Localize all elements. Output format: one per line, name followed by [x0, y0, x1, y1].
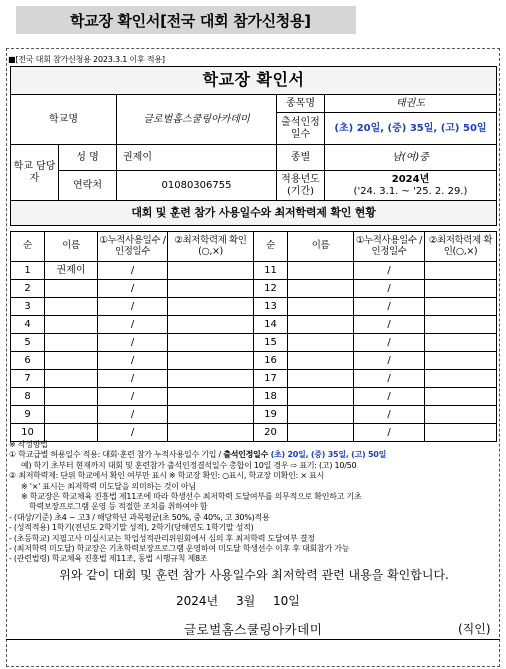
note-1-example: 예) 학기 초부터 현재까지 대회 및 훈련참가 출석인정결석일수 총합이 10일 경우 ⇨ 표기: (고) 10/50: [21, 460, 357, 470]
cell-days: /: [354, 424, 425, 442]
table-row: [11, 262, 497, 280]
cell-check[interactable]: [425, 352, 497, 370]
note-5: 학력보장프로그램 운영 등 적절한 조치를 취하여야 함: [29, 502, 208, 512]
cell-name: [45, 370, 98, 388]
header-num: 순: [254, 232, 288, 262]
note-3: ※ '×' 표시는 최저학력 미도달을 의미하는 것이 아님: [21, 481, 196, 491]
cell-name: [45, 406, 98, 424]
table-row: [11, 406, 497, 424]
cell-days: /: [98, 388, 168, 406]
cell-num: 7: [11, 370, 45, 388]
manager-name-value: 권제이: [117, 145, 277, 171]
page-title-bar: [16, 6, 356, 34]
cell-num: 6: [11, 352, 45, 370]
cell-days: /: [98, 334, 168, 352]
cell-name: [45, 388, 98, 406]
cell-num: 14: [254, 316, 288, 334]
note-1-bold: 출석인정일수: [223, 450, 269, 460]
cell-check[interactable]: [425, 388, 497, 406]
cell-check[interactable]: [168, 388, 254, 406]
note-7: - (성적적용) 1학기(전년도 2학기말 성적), 2학기(당해연도 1학기말 성적): [9, 523, 254, 533]
cell-days: /: [98, 298, 168, 316]
header-days: ①누적사용일수 /인정일수: [98, 232, 168, 262]
school-label: 학교명: [11, 95, 117, 145]
header-name: 이름: [288, 232, 354, 262]
note-8: - (초등학교) 지필고사 미실시교는 학업성적관리위원회에서 심의 후 최저학력 도달여부 결정: [9, 533, 315, 543]
manager-contact-label: 연락처: [59, 171, 117, 201]
instructions: [9, 440, 499, 565]
attendance-label: 출석인정 일수: [277, 113, 325, 145]
cell-name: [45, 352, 98, 370]
table-row: [11, 298, 497, 316]
manager-contact-value: 01080306755: [117, 171, 277, 201]
cell-check[interactable]: [168, 298, 254, 316]
table-row: [11, 280, 497, 298]
cell-check[interactable]: [425, 316, 497, 334]
cell-name: [45, 316, 98, 334]
cell-num: 12: [254, 280, 288, 298]
list-header-row: [11, 232, 497, 262]
cell-num: 5: [11, 334, 45, 352]
note-6: - (대상/기준) 초4 ~ 고3 / 해당학년 과목평균(초 50%, 중 40%, 고 30%)적용: [9, 512, 270, 522]
cell-name: [288, 334, 354, 352]
cell-name: [288, 316, 354, 334]
header-check: ②최저학력제 확인(○,×): [425, 232, 497, 262]
cell-num: 10: [11, 424, 45, 442]
manager-label: 학교 담당자: [11, 145, 59, 201]
cell-days: /: [354, 406, 425, 424]
issue-date: [176, 592, 314, 609]
note-10: - (관련법령) 학교체육 진흥법 제11조, 동법 시행규칙 제8조: [9, 554, 208, 564]
table-row: [11, 370, 497, 388]
cell-name: 권제이: [45, 262, 98, 280]
participation-list: [10, 231, 497, 442]
cell-days: /: [354, 262, 425, 280]
cell-check[interactable]: [425, 262, 497, 280]
applies-note: ■[전국 대회 참가신청용 2023.3.1 이후 적용]: [8, 55, 165, 64]
gender-label: 종별: [277, 145, 325, 171]
cell-check[interactable]: [425, 370, 497, 388]
attendance-value: (초) 20일, (중) 35일, (고) 50일: [325, 113, 497, 145]
cell-check[interactable]: [425, 280, 497, 298]
note-1-text: ① 학교급별 허용일수 적용: 대회·훈련 참가 누적사용일수 기입 /: [9, 450, 224, 460]
page-title: 학교장 확인서[전국 대회 참가신청용]: [70, 12, 311, 30]
cell-check[interactable]: [425, 424, 497, 442]
table-row: [11, 316, 497, 334]
manager-name-label: 성 명: [59, 145, 117, 171]
cell-num: 13: [254, 298, 288, 316]
seal-text: (직인): [458, 622, 491, 636]
doc-title: 학교장 확인서: [11, 67, 497, 95]
cell-num: 1: [11, 262, 45, 280]
header-check: ②최저학력제 확인(○,×): [168, 232, 254, 262]
cell-check[interactable]: [168, 316, 254, 334]
sport-label: 종목명: [277, 95, 325, 113]
cell-days: /: [98, 406, 168, 424]
note-2: ② 최저학력제: 단위 학교에서 확인 여부만 표시 ※ 학교장 확인: ○표시, 학교장 미확인: × 표시: [9, 471, 325, 481]
table-row: [11, 352, 497, 370]
header-name: 이름: [45, 232, 98, 262]
cell-check[interactable]: [168, 406, 254, 424]
cell-num: 4: [11, 316, 45, 334]
cell-name: [288, 262, 354, 280]
cell-name: [45, 334, 98, 352]
date-day: 10일: [273, 594, 300, 608]
cell-num: 2: [11, 280, 45, 298]
cell-days: /: [98, 262, 168, 280]
note-9: - (최저학력 미도달) 학교장은 기초학력보장프로그램 운영하여 미도달 학생선수 이후 후 대회참가 가능: [9, 544, 350, 554]
cell-name: [288, 298, 354, 316]
cell-num: 20: [254, 424, 288, 442]
date-month: 3월: [235, 594, 256, 608]
cell-num: 8: [11, 388, 45, 406]
cell-num: 3: [11, 298, 45, 316]
cell-days: /: [354, 280, 425, 298]
cell-num: 11: [254, 262, 288, 280]
period-label: 적용년도 (기간): [277, 171, 325, 201]
note-1-blue: (초) 20일, (중) 35일, (고) 50일: [268, 450, 387, 460]
cell-days: /: [354, 388, 425, 406]
cell-num: 18: [254, 388, 288, 406]
cell-name: [288, 424, 354, 442]
cell-check[interactable]: [425, 298, 497, 316]
section-title: 대회 및 훈련 참가 사용일수와 최저학력제 확인 현황: [11, 201, 497, 226]
cell-days: /: [354, 352, 425, 370]
school-value: 글로벌홈스쿨링아카데미: [117, 95, 277, 145]
cell-days: /: [98, 370, 168, 388]
cell-num: 16: [254, 352, 288, 370]
cell-days: /: [98, 316, 168, 334]
cell-check[interactable]: [168, 280, 254, 298]
cell-name: [288, 388, 354, 406]
cell-num: 15: [254, 334, 288, 352]
cell-name: [288, 280, 354, 298]
cell-check[interactable]: [168, 262, 254, 280]
cell-check[interactable]: [425, 334, 497, 352]
academy-name: 글로벌홈스쿨링아카데미: [184, 622, 323, 637]
cell-check[interactable]: [168, 424, 254, 442]
cell-name: [45, 298, 98, 316]
table-row: [11, 334, 497, 352]
cell-check[interactable]: [425, 406, 497, 424]
period-range: ('24. 3.1. ~ '25. 2. 29.): [353, 185, 468, 197]
cell-name: [288, 370, 354, 388]
cell-days: /: [98, 352, 168, 370]
cell-num: 17: [254, 370, 288, 388]
notes-heading: ※ 작성방법: [9, 440, 48, 449]
cell-days: /: [98, 424, 168, 442]
cell-name: [288, 352, 354, 370]
cell-days: /: [354, 370, 425, 388]
cell-check[interactable]: [168, 370, 254, 388]
cell-days: /: [98, 280, 168, 298]
cell-days: /: [354, 316, 425, 334]
note-4: ※ 학교장은 학교체육 진흥법 제11조에 따라 학생선수 최저학력 도달여부를 의무적으로 확인하고 기초: [21, 492, 362, 502]
period-year: 2024년: [391, 174, 430, 185]
confirm-text: 위와 같이 대회 및 훈련 참가 사용일수와 최저학력 관련 내용을 확인합니다.: [59, 568, 449, 582]
cell-days: /: [354, 334, 425, 352]
cell-days: /: [354, 298, 425, 316]
bottom-rule: [6, 639, 500, 640]
info-table: [10, 66, 497, 226]
table-row: [11, 424, 497, 442]
sport-value: 태권도: [325, 95, 497, 113]
cell-name: [45, 424, 98, 442]
gender-value: 남(여)중: [325, 145, 497, 171]
cell-name: [288, 406, 354, 424]
cell-num: 9: [11, 406, 45, 424]
note-1: [9, 450, 499, 460]
header-days: ①누적사용일수 /인정일수: [354, 232, 425, 262]
date-year: 2024년: [176, 594, 219, 608]
cell-name: [45, 280, 98, 298]
cell-num: 19: [254, 406, 288, 424]
table-row: [11, 388, 497, 406]
header-num: 순: [11, 232, 45, 262]
cell-check[interactable]: [168, 334, 254, 352]
cell-check[interactable]: [168, 352, 254, 370]
period-value: [325, 171, 497, 201]
